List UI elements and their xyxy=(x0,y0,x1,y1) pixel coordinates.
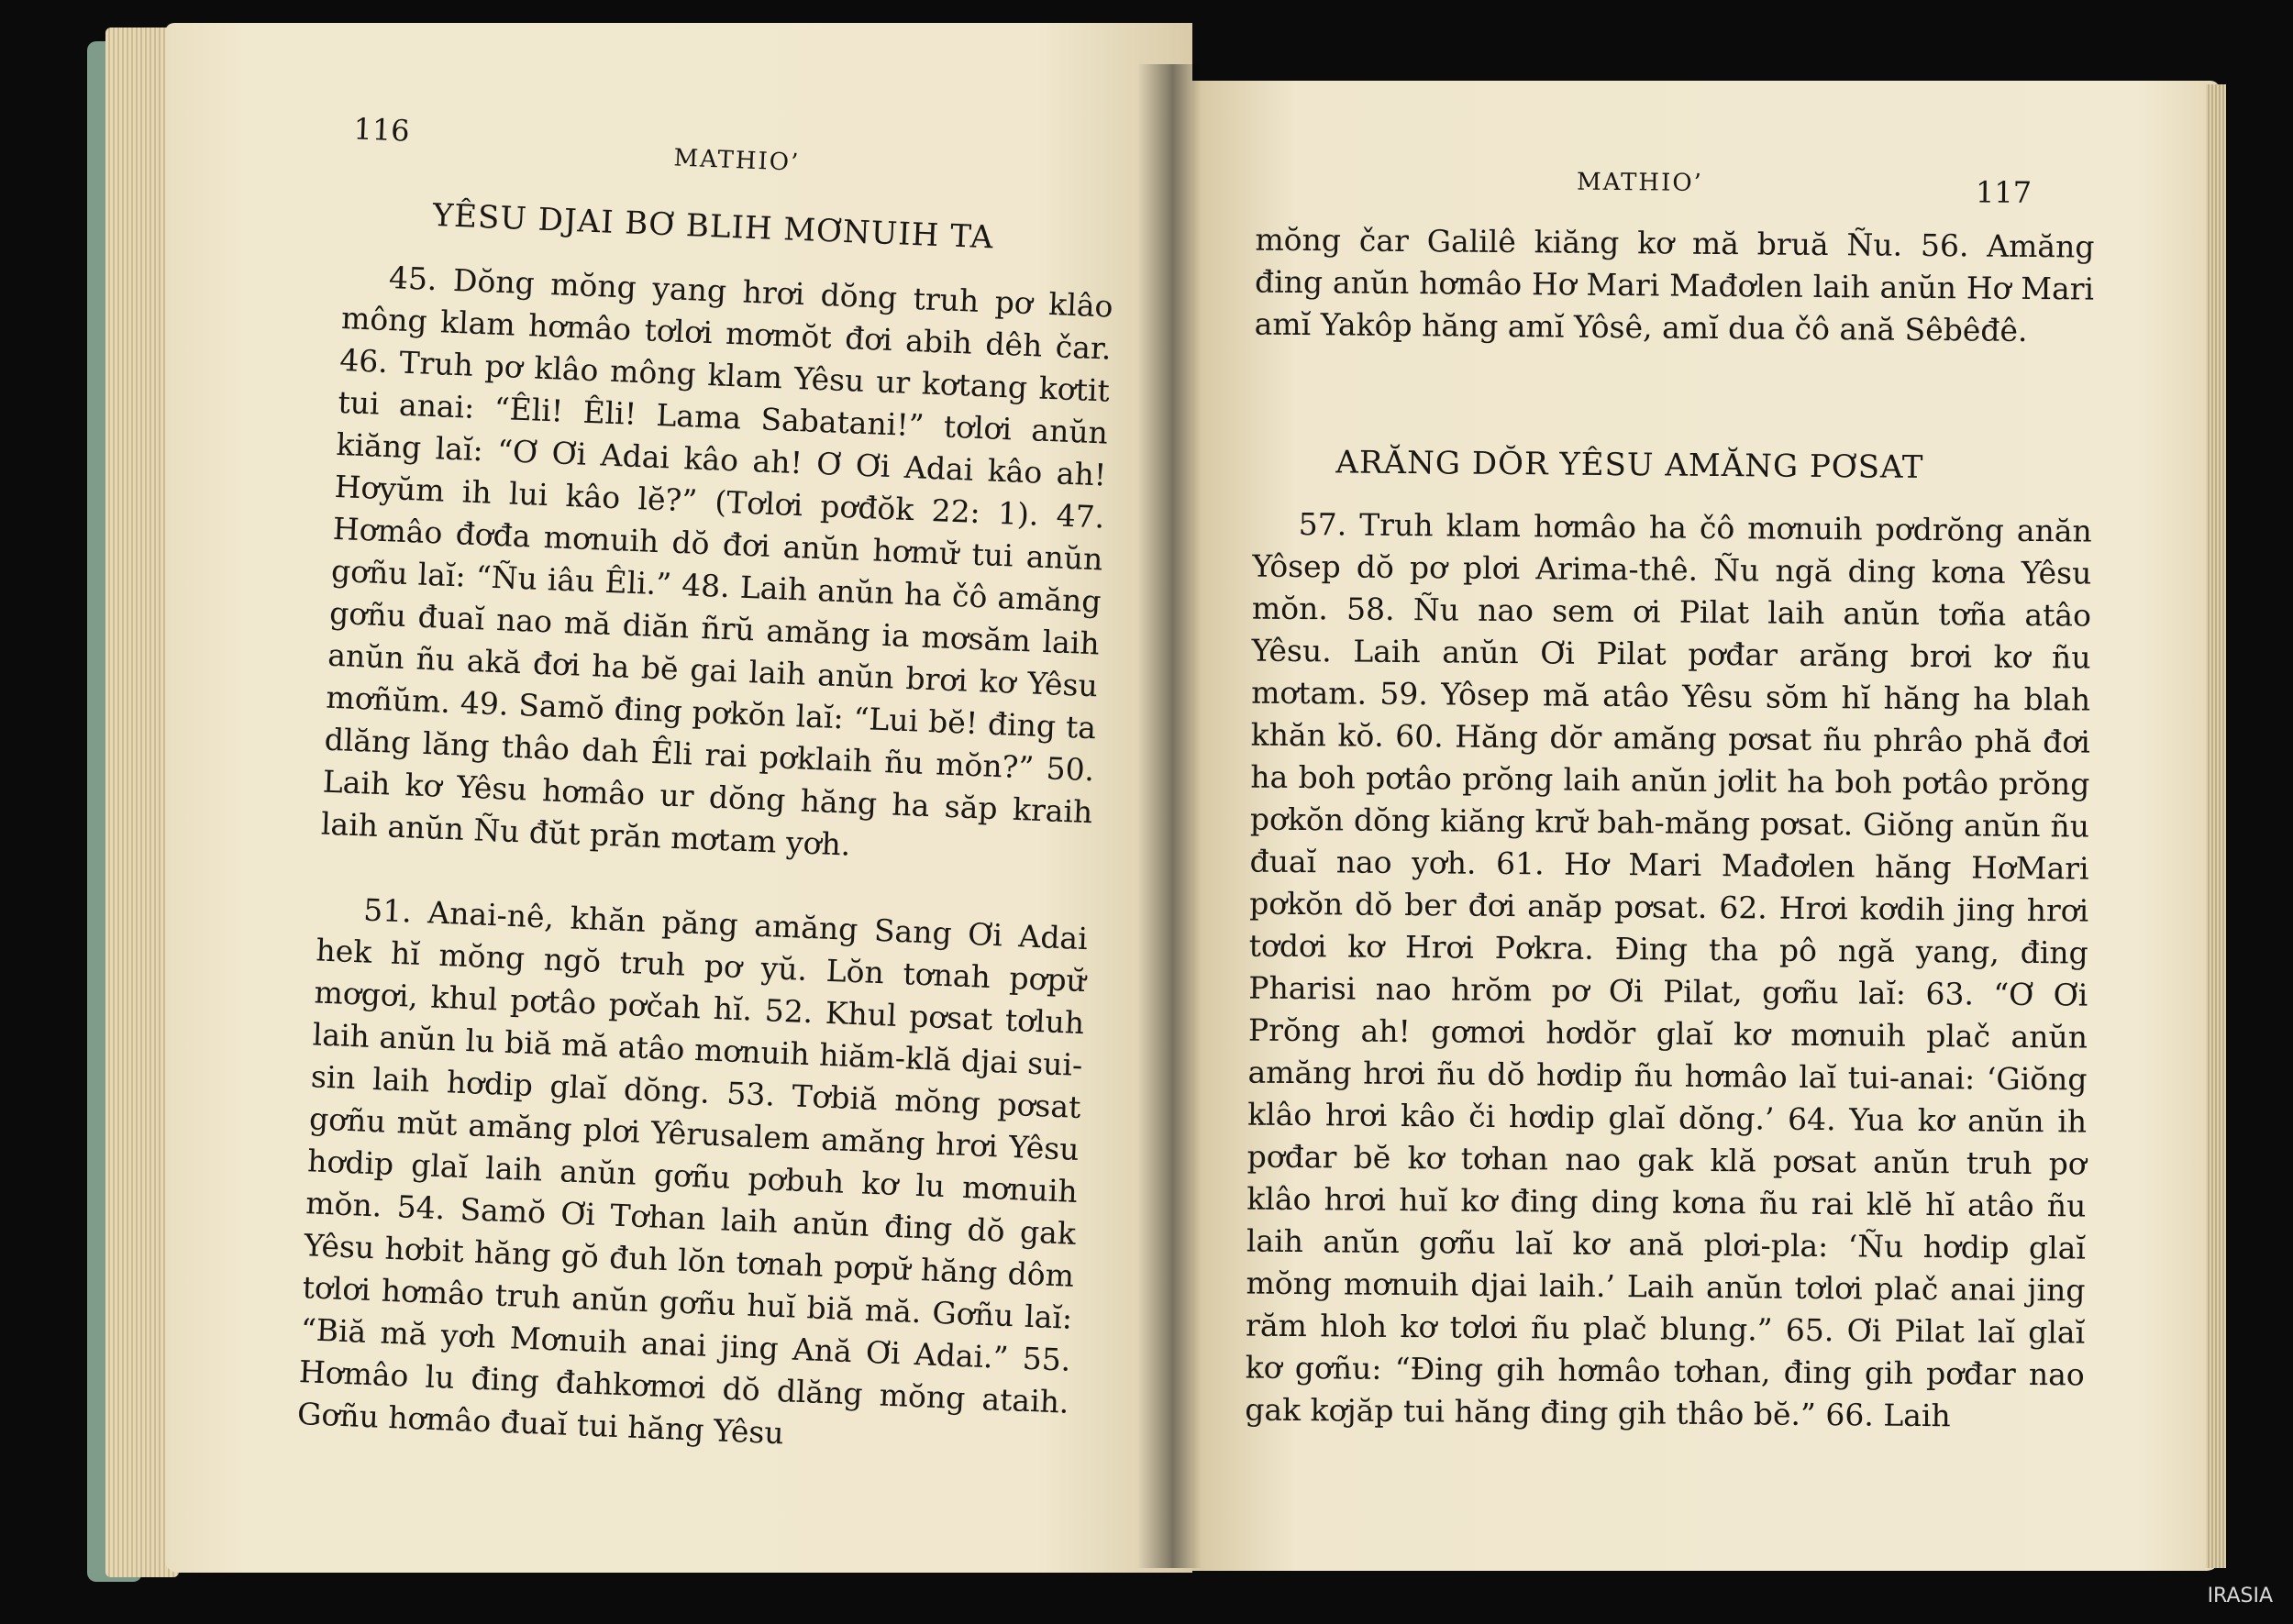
spine-shadow xyxy=(1137,64,1202,1568)
right-running-head: MATHIO’ xyxy=(1576,168,1704,197)
right-page-content xyxy=(1180,81,2220,1580)
right-page-edge xyxy=(2206,84,2226,1568)
right-continuation-text xyxy=(1254,219,2094,353)
left-page-number: 116 xyxy=(352,111,411,149)
right-page xyxy=(1192,81,2220,1571)
right-page-number: 117 xyxy=(1975,174,2033,210)
left-page xyxy=(165,23,1192,1573)
left-section-heading: YÊSU DJAI BƠ BLIH MƠNUIH TA xyxy=(432,196,995,257)
right-body-text xyxy=(1245,503,2092,1439)
left-paragraph-1: 45. Dŏng mŏng yang hrơi dŏng truh pơ klâo mông klam hơmâo tơlơi mơmŏt đơi abih dêh čar. 46. Truh pơ klâo mông klam Yêsu ur kơtang kơtit tui anai: “Êli! Êli! Lama Sabatani!” tơlơi anŭn kiăng laĭ: “Ơ Ơi Adai kâo ah! Ơ Ơi Adai kâo ah! Hơyŭm ih lui kâo lĕ?” (Tơlơi pơđŏk 22: 1). 47. Hơmâo đơđa mơnuih dŏ đơi anŭn hơmư̆ tui anŭn gơñu laĭ: “Ñu iâu Êli.” 48. Laih anŭn ha čô amăng gơñu đuaĭ nao mă diăn ñrŭ amăng ia mơsăm laih anŭn ñu akă đơi ha bĕ gai laih anŭn brơi kơ Yêsu mơñŭm. 49. Samŏ đing pơkŏn laĭ: “Lui bĕ! đing ta dlăng lăng thâo dah Êli rai pơklaih ñu mŏn?” 50. Laih kơ Yêsu hơmâo ur dŏng hăng ha săp kraih laih anŭn Ñu đŭt prăn mơtam yơh. xyxy=(320,260,1114,863)
watermark: IRASIA xyxy=(2207,1585,2273,1607)
left-paragraph-2: 51. Anai-nê, khăn păng amăng Sang Ơi Adai hek hĭ mŏng ngŏ truh pơ yŭ. Lŏn tơnah pơpư̆ mơgơi, khul pơtâo pơčah hĭ. 52. Khul pơsat tơluh laih anŭn lu biă mă atâo mơnuih hiăm-klă djai sui-sin laih hơdip glaĭ dŏng. 53. Tơbiă mŏng pơsat gơñu mŭt amăng plơi Yêrusalem amăng hrơi Yêsu hơdip glaĭ laih anŭn gơñu pơbuh kơ lu mơnuih mŏn. 54. Samŏ Ơi Tơhan laih anŭn đing dŏ gak Yêsu hơbit hăng gŏ đuh lŏn tơnah pơpư̆ hăng dôm tơlơi hơmâo truh anŭn gơñu huĭ biă mă. Gơñu laĭ: “Biă mă yơh Mơnuih anai jing Ană Ơi Adai.” 55. Hơmâo lu đing đahkơmơi dŏ dlăng mŏng ataih. Gơñu hơmâo đuaĭ tui hăng Yêsu xyxy=(296,891,1089,1452)
left-page-content xyxy=(103,23,1191,1613)
left-body-text xyxy=(296,255,1113,1466)
right-section-heading: ARĂNG DŎR YÊSU AMĂNG PƠSAT xyxy=(1335,444,1924,486)
right-paragraph-1: 57. Truh klam hơmâo ha čô mơnuih pơdrŏng anăn Yôsep dŏ pơ plơi Arima-thê. Ñu ngă ding kơna Yêsu mŏn. 58. Ñu nao sem ơi Pilat laih anŭn tơña atâo Yêsu. Laih anŭn Ơi Pilat pơđar arăng brơi kơ ñu mơtam. 59. Yôsep mă atâo Yêsu sŏm hĭ hăng ha blah khăn kŏ. 60. Hăng dŏr amăng pơsat ñu phrâo phă đơi ha boh pơtâo prŏng laih anŭn jơlit ha boh pơtâo prŏng pơkŏn dŏng kiăng krư̆ bah-măng pơsat. Giŏng anŭn ñu đuaĭ nao yơh. 61. Hơ Mari Mađơlen hăng HơMari pơkŏn dŏ ber đơi anăp pơsat. 62. Hrơi kơdih jing hrơi tơdơi kơ Hrơi Pơkra. Đing tha pô ngă yang, đing Pharisi nao hrŏm pơ Ơi Pilat, gơñu laĭ: 63. “Ơ Ơi Prŏng ah! gơmơi hơdŏr glaĭ kơ mơnuih plač anŭn amăng hrơi ñu dŏ hơdip ñu hơmâo laĭ tui-anai: ‘Giŏng klâo hrơi kâo či hơdip glaĭ dŏng.’ 64. Yua kơ anŭn ih pơđar bĕ kơ tơhan nao gak klă pơsat anŭn truh pơ klâo hrơi huĭ kơ đing ding kơna ñu rai klĕ hĭ atâo ñu laih anŭn gơñu laĭ kơ ană plơi-pla: ‘Ñu hơdip glaĭ mŏng mơnuih djai laih.’ Laih anŭn tơlơi plač anai jing răm hloh kơ tơlơi ñu plač blung.” 65. Ơi Pilat laĭ glaĭ kơ gơñu: “Đing gih hơmâo tơhan, đing gih pơđar nao gak kơjăp tui hăng đing gih thâo bĕ.” 66. Laih xyxy=(1245,506,2092,1434)
left-running-head: MATHIO’ xyxy=(672,144,801,177)
right-continuation-paragraph: mŏng čar Galilê kiăng kơ mă bruă Ñu. 56. Amăng đing anŭn hơmâo Hơ Mari Mađơlen laih anŭn Hơ Mari amĭ Yakôp hăng amĭ Yôsê, amĭ dua čô ană Sêbêđê. xyxy=(1254,221,2095,348)
